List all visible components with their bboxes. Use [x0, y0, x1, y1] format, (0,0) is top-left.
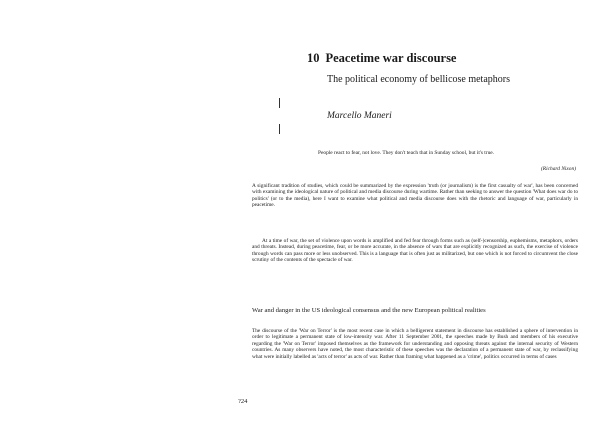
chapter-number: 10: [307, 51, 320, 65]
chapter-subtitle: The political economy of bellicose metaphors: [327, 74, 510, 85]
intro-paragraph-1: A significant tradition of studies, which could be summarized by the expression 'truth (or journalism) is the first casualty of war', has been concerned with examining the ideological nature of political and media discourse during wartime. Rather than seeking to answer the question 'What does war do to politics' (or to the media), here I want to examine what political and media discourse does with the rhetoric and language of war, particularly in peacetime.: [252, 183, 578, 209]
intro-paragraph-2: At a time of war, the set of violence upon words is amplified and fed fear through forms such as (self-)censorship, euphemisms, metaphors, orders and threats. Instead, during peacetime, fear, or be more accurate, in the absence of wars that are explicitly recognized as such, the exercise of violence through words can pass more or less unobserved. This is a language that is often just as militarized, but one which is not forced to circumvent the close scrutiny of the contents of the spectacle of war.: [252, 238, 578, 264]
margin-mark: [279, 124, 280, 134]
margin-mark: [279, 98, 280, 108]
chapter-title: [307, 51, 577, 65]
section-heading: War and danger in the US ideological consensus and the new European political realities: [252, 307, 486, 314]
epigraph-attribution: (Richard Nixon): [541, 166, 576, 172]
epigraph-quote: People react to fear, not love. They don't teach that in Sunday school, but it's true.: [318, 150, 495, 156]
chapter-title-text: Peacetime war discourse: [325, 51, 457, 65]
section-paragraph: The discourse of the 'War on Terror' is the most recent case in which a belligerent statement in discourse has established a sphere of intervention in order to legitimate a permanent state of low-intensity war. After 11 September 2001, the speeches made by Bush and members of his executive regarding the 'War on Terror' imposed themselves as the framework for understanding and opposing threats against the internal security of Western countries. As many observers have noted, the most characteristic of these speeches was the declaration of a permanent state of war, by reclassifying what were initially labelled as 'acts of terror' as acts of war. Rather than framing what happened as a 'crime', politics occurred in terms of cases: [252, 328, 578, 360]
page-number: ?24: [238, 398, 248, 405]
chapter-author: Marcello Maneri: [327, 111, 392, 121]
